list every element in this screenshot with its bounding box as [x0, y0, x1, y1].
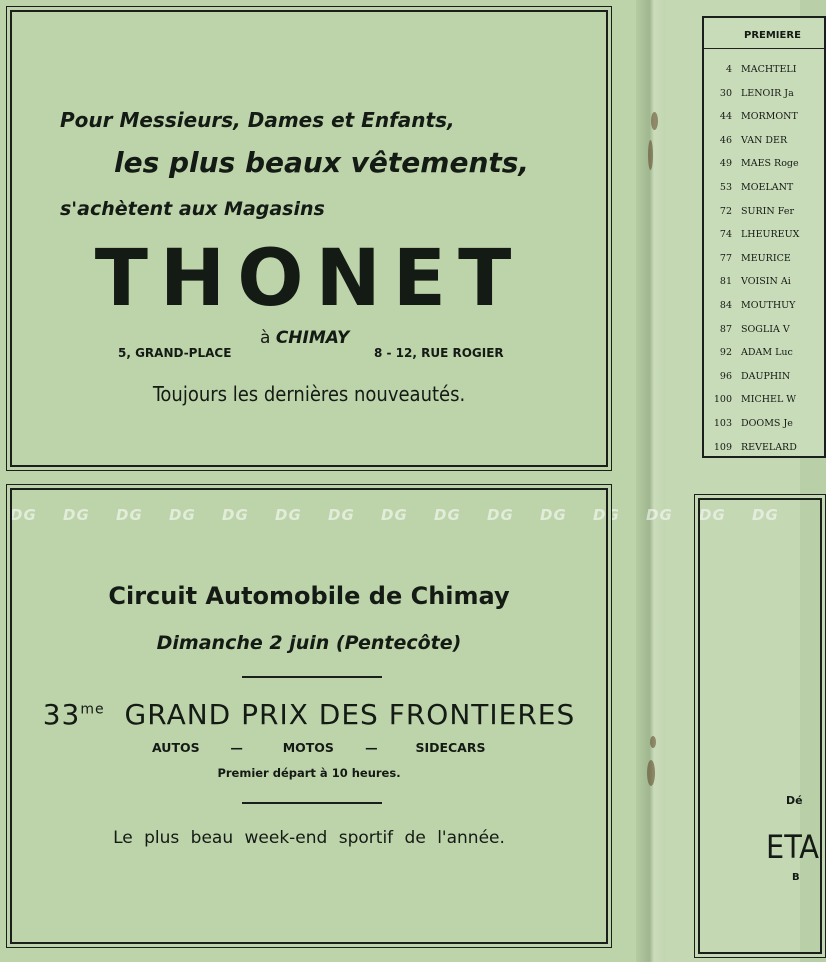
headline-clothes: les plus beaux vêtements,: [114, 146, 530, 179]
rider-number: 4: [725, 64, 732, 75]
stain-mark: [650, 736, 656, 748]
table-row: [704, 388, 824, 410]
rider-number: 87: [719, 323, 732, 335]
rider-number: 103: [713, 418, 732, 429]
rider-name: VOISIN Ai: [741, 276, 791, 288]
circuit-advertisement: [10, 488, 608, 944]
table-row: [704, 223, 824, 245]
rider-name: VAN DER: [741, 134, 788, 146]
rider-name: MEURICE: [741, 252, 791, 264]
rider-number: 92: [719, 347, 732, 359]
watermark-mark: DG: [116, 506, 143, 524]
address-rue-rogier: 8 - 12, RUE ROGIER: [374, 346, 504, 360]
category-dash: —: [365, 740, 378, 755]
rider-number: 81: [719, 276, 732, 288]
rider-number: 53: [719, 182, 732, 193]
rider-name: DAUPHIN: [741, 370, 791, 382]
category-autos: AUTOS: [152, 740, 200, 755]
watermark-mark: DG: [646, 506, 673, 524]
divider-rule: [242, 802, 382, 804]
rider-name: MOELANT: [741, 182, 794, 193]
partial-text-b: B: [792, 872, 800, 883]
rider-number: 84: [719, 300, 732, 311]
watermark-mark: DG: [275, 506, 302, 524]
table-row: [704, 152, 824, 174]
location-city: CHIMAY: [275, 328, 350, 348]
watermark-mark: DG: [222, 506, 249, 524]
rider-name: SOGLIA V: [741, 323, 790, 335]
brand-name: THONET: [94, 234, 524, 324]
gp-title: GRAND PRIX DES FRONTIERES: [124, 698, 576, 731]
rider-number: 49: [719, 158, 732, 170]
table-row: [704, 436, 824, 458]
watermark-mark: DG: [593, 506, 620, 524]
watermark-mark: DG: [487, 506, 514, 524]
table-row: [704, 318, 824, 340]
address-grand-place: 5, GRAND-PLACE: [118, 346, 232, 360]
rider-name: LHEUREUX: [741, 229, 800, 241]
grand-prix-heading: [12, 698, 606, 731]
watermark-mark: DG: [699, 506, 726, 524]
table-row: [704, 176, 824, 198]
rider-number: 100: [713, 394, 732, 406]
table-row: [704, 412, 824, 434]
rider-name: MACHTELI: [741, 64, 797, 75]
rider-name: ADAM Luc: [741, 347, 793, 359]
category-dash: —: [230, 740, 243, 755]
table-row: [704, 129, 824, 151]
partial-text-eta: ETA: [766, 828, 819, 866]
event-date: Dimanche 2 juin (Pentecôte): [156, 632, 462, 654]
table-row: [704, 365, 824, 387]
rider-name: MICHEL W: [741, 394, 797, 406]
rider-number: 96: [719, 370, 732, 382]
rider-name: MOUTHUY: [741, 300, 796, 311]
start-time: Premier départ à 10 heures.: [217, 766, 401, 780]
gp-number: 33: [42, 698, 81, 731]
rider-name: SURIN Fer: [741, 205, 794, 217]
circuit-title: Circuit Automobile de Chimay: [108, 582, 510, 610]
category-sidecars: SIDECARS: [415, 740, 486, 755]
watermark-mark: DG: [63, 506, 90, 524]
watermark-mark: DG: [434, 506, 461, 524]
table-row: [704, 82, 824, 104]
results-table: [702, 16, 826, 458]
stain-mark: [648, 140, 653, 170]
watermark-mark: DG: [328, 506, 355, 524]
rider-number: 109: [713, 441, 732, 453]
divider-rule: [242, 676, 382, 678]
rider-number: 30: [719, 87, 732, 99]
rider-number: 77: [719, 252, 732, 264]
location-prefix: à: [260, 328, 271, 348]
stores-line: s'achètent aux Magasins: [60, 198, 325, 220]
rider-number: 72: [719, 205, 732, 217]
race-categories: [152, 740, 485, 755]
table-row: [704, 294, 824, 316]
right-advertisement: [698, 498, 822, 954]
results-header: PREMIERE: [744, 30, 801, 41]
rider-name: MORMONT: [741, 111, 798, 123]
rider-name: MAES Roge: [741, 158, 799, 170]
location-line: [260, 328, 349, 348]
category-motos: MOTOS: [282, 740, 334, 755]
rider-name: REVELARD: [741, 441, 797, 453]
watermark-mark: DG: [752, 506, 779, 524]
watermark-mark: DG: [540, 506, 567, 524]
rider-number: 44: [719, 111, 732, 123]
weekend-slogan: Le plus beau week-end sportif de l'année.: [113, 828, 505, 848]
stain-mark: [651, 112, 658, 130]
rider-name: LENOIR Ja: [741, 87, 794, 99]
table-row: [704, 105, 824, 127]
rider-number: 46: [719, 134, 732, 146]
table-row: [704, 247, 824, 269]
stain-mark: [647, 760, 655, 786]
watermark-mark: DG: [169, 506, 196, 524]
gp-suffix: me: [80, 701, 105, 718]
watermark-mark: DG: [10, 506, 37, 524]
partial-text-de: Dé: [786, 794, 803, 807]
header-rule: [704, 48, 824, 49]
thonet-advertisement: [10, 10, 608, 467]
table-row: [704, 58, 824, 80]
rider-name: DOOMS Je: [741, 418, 793, 429]
rider-number: 74: [719, 229, 732, 241]
table-row: [704, 200, 824, 222]
watermark-mark: DG: [381, 506, 408, 524]
table-row: [704, 341, 824, 363]
tagline: Toujours les dernières nouveautés.: [152, 382, 466, 406]
audience-line: Pour Messieurs, Dames et Enfants,: [60, 108, 455, 132]
table-row: [704, 270, 824, 292]
